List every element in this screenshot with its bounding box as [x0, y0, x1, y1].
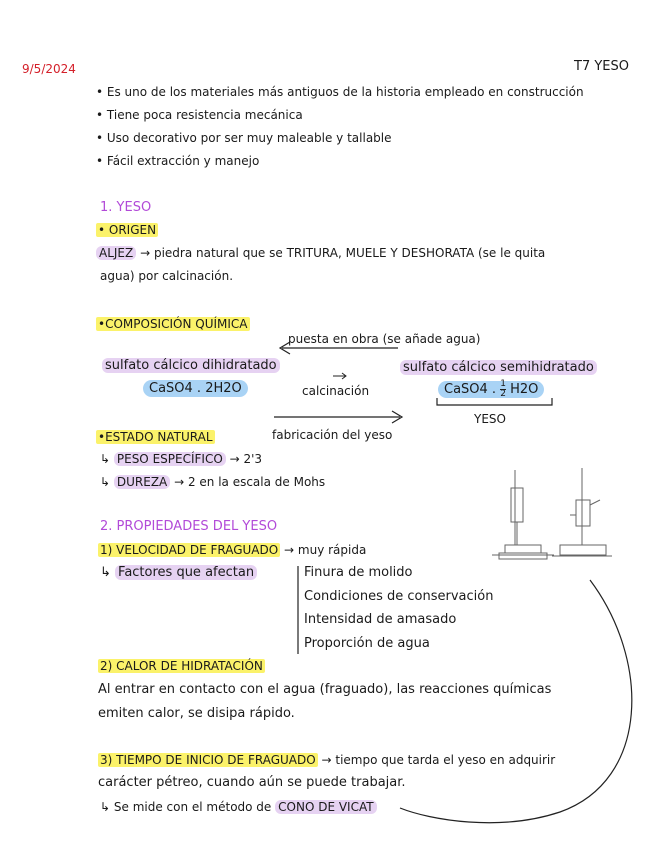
peso-especifico: ↳ PESO ESPECÍFICO → 2'3	[100, 452, 263, 466]
bullet-item: • Uso decorativo por ser muy maleable y tallable	[96, 131, 392, 145]
calcinacion-label: calcinación	[302, 384, 370, 398]
origen-label: • ORIGEN	[98, 223, 157, 237]
semihidratado-label: sulfato cálcico semihidratado	[400, 360, 597, 376]
fabricacion-label: fabricación del yeso	[272, 428, 393, 442]
yeso-label: YESO	[474, 412, 506, 426]
factores-label: ↳ Factores que afectan	[100, 565, 257, 581]
formula-left: CaSO4 . 2H2O	[143, 381, 248, 397]
origen-line2: agua) por calcinación.	[100, 269, 234, 283]
vicat-apparatus-icon	[492, 470, 554, 559]
origen-line: ALJEZ → piedra natural que se TRITURA, MUELE Y DESHORATA (se le quita	[96, 245, 545, 261]
dureza: ↳ DUREZA → 2 en la escala de Mohs	[100, 475, 326, 489]
calor-line2: emiten calor, se disipa rápido.	[98, 706, 295, 721]
puesta-en-obra: puesta en obra (se añade agua)	[288, 332, 481, 346]
note-date: 9/5/2024	[22, 62, 76, 76]
cono-vicat-term: CONO DE VICAT	[275, 800, 376, 814]
factor-item: Finura de molido	[304, 565, 413, 580]
velocidad-fraguado: 1) VELOCIDAD DE FRAGUADO → muy rápida	[100, 543, 367, 557]
formula-right: CaSO4 . $\frac{1}{2} H2O$	[438, 380, 544, 399]
calor-hidratacion: 2) CALOR DE HIDRATACIÓN	[100, 659, 263, 673]
bullet-item: • Tiene poca resistencia mecánica	[96, 108, 303, 122]
aljez-term: ALJEZ	[96, 246, 136, 260]
composicion-label: •COMPOSICIÓN QUÍMICA	[98, 317, 248, 331]
factor-item: Condiciones de conservación	[304, 589, 494, 604]
factor-item: Proporción de agua	[304, 636, 430, 651]
tiempo-line3: ↳ Se mide con el método de CONO DE VICAT	[100, 799, 377, 815]
factor-item: Intensidad de amasado	[304, 612, 457, 627]
bullet-item: • Fácil extracción y manejo	[96, 154, 260, 168]
section-title: 1. YESO	[100, 200, 152, 215]
calor-line1: Al entrar en contacto con el agua (fraguado), las reacciones químicas	[98, 682, 552, 697]
tiempo-line2: carácter pétreo, cuando aún se puede trabajar.	[98, 775, 406, 790]
estado-label: •ESTADO NATURAL	[98, 430, 213, 444]
section-title: 2. PROPIEDADES DEL YESO	[100, 519, 278, 534]
dihidratado-label: sulfato cálcico dihidratado	[102, 358, 280, 374]
tiempo-fraguado: 3) TIEMPO DE INICIO DE FRAGUADO → tiempo que tarda el yeso en adquirir	[100, 753, 556, 767]
note-topic: T7 YESO	[574, 59, 629, 74]
bullet-item: • Es uno de los materiales más antiguos de la historia empleado en construcción	[96, 85, 584, 99]
